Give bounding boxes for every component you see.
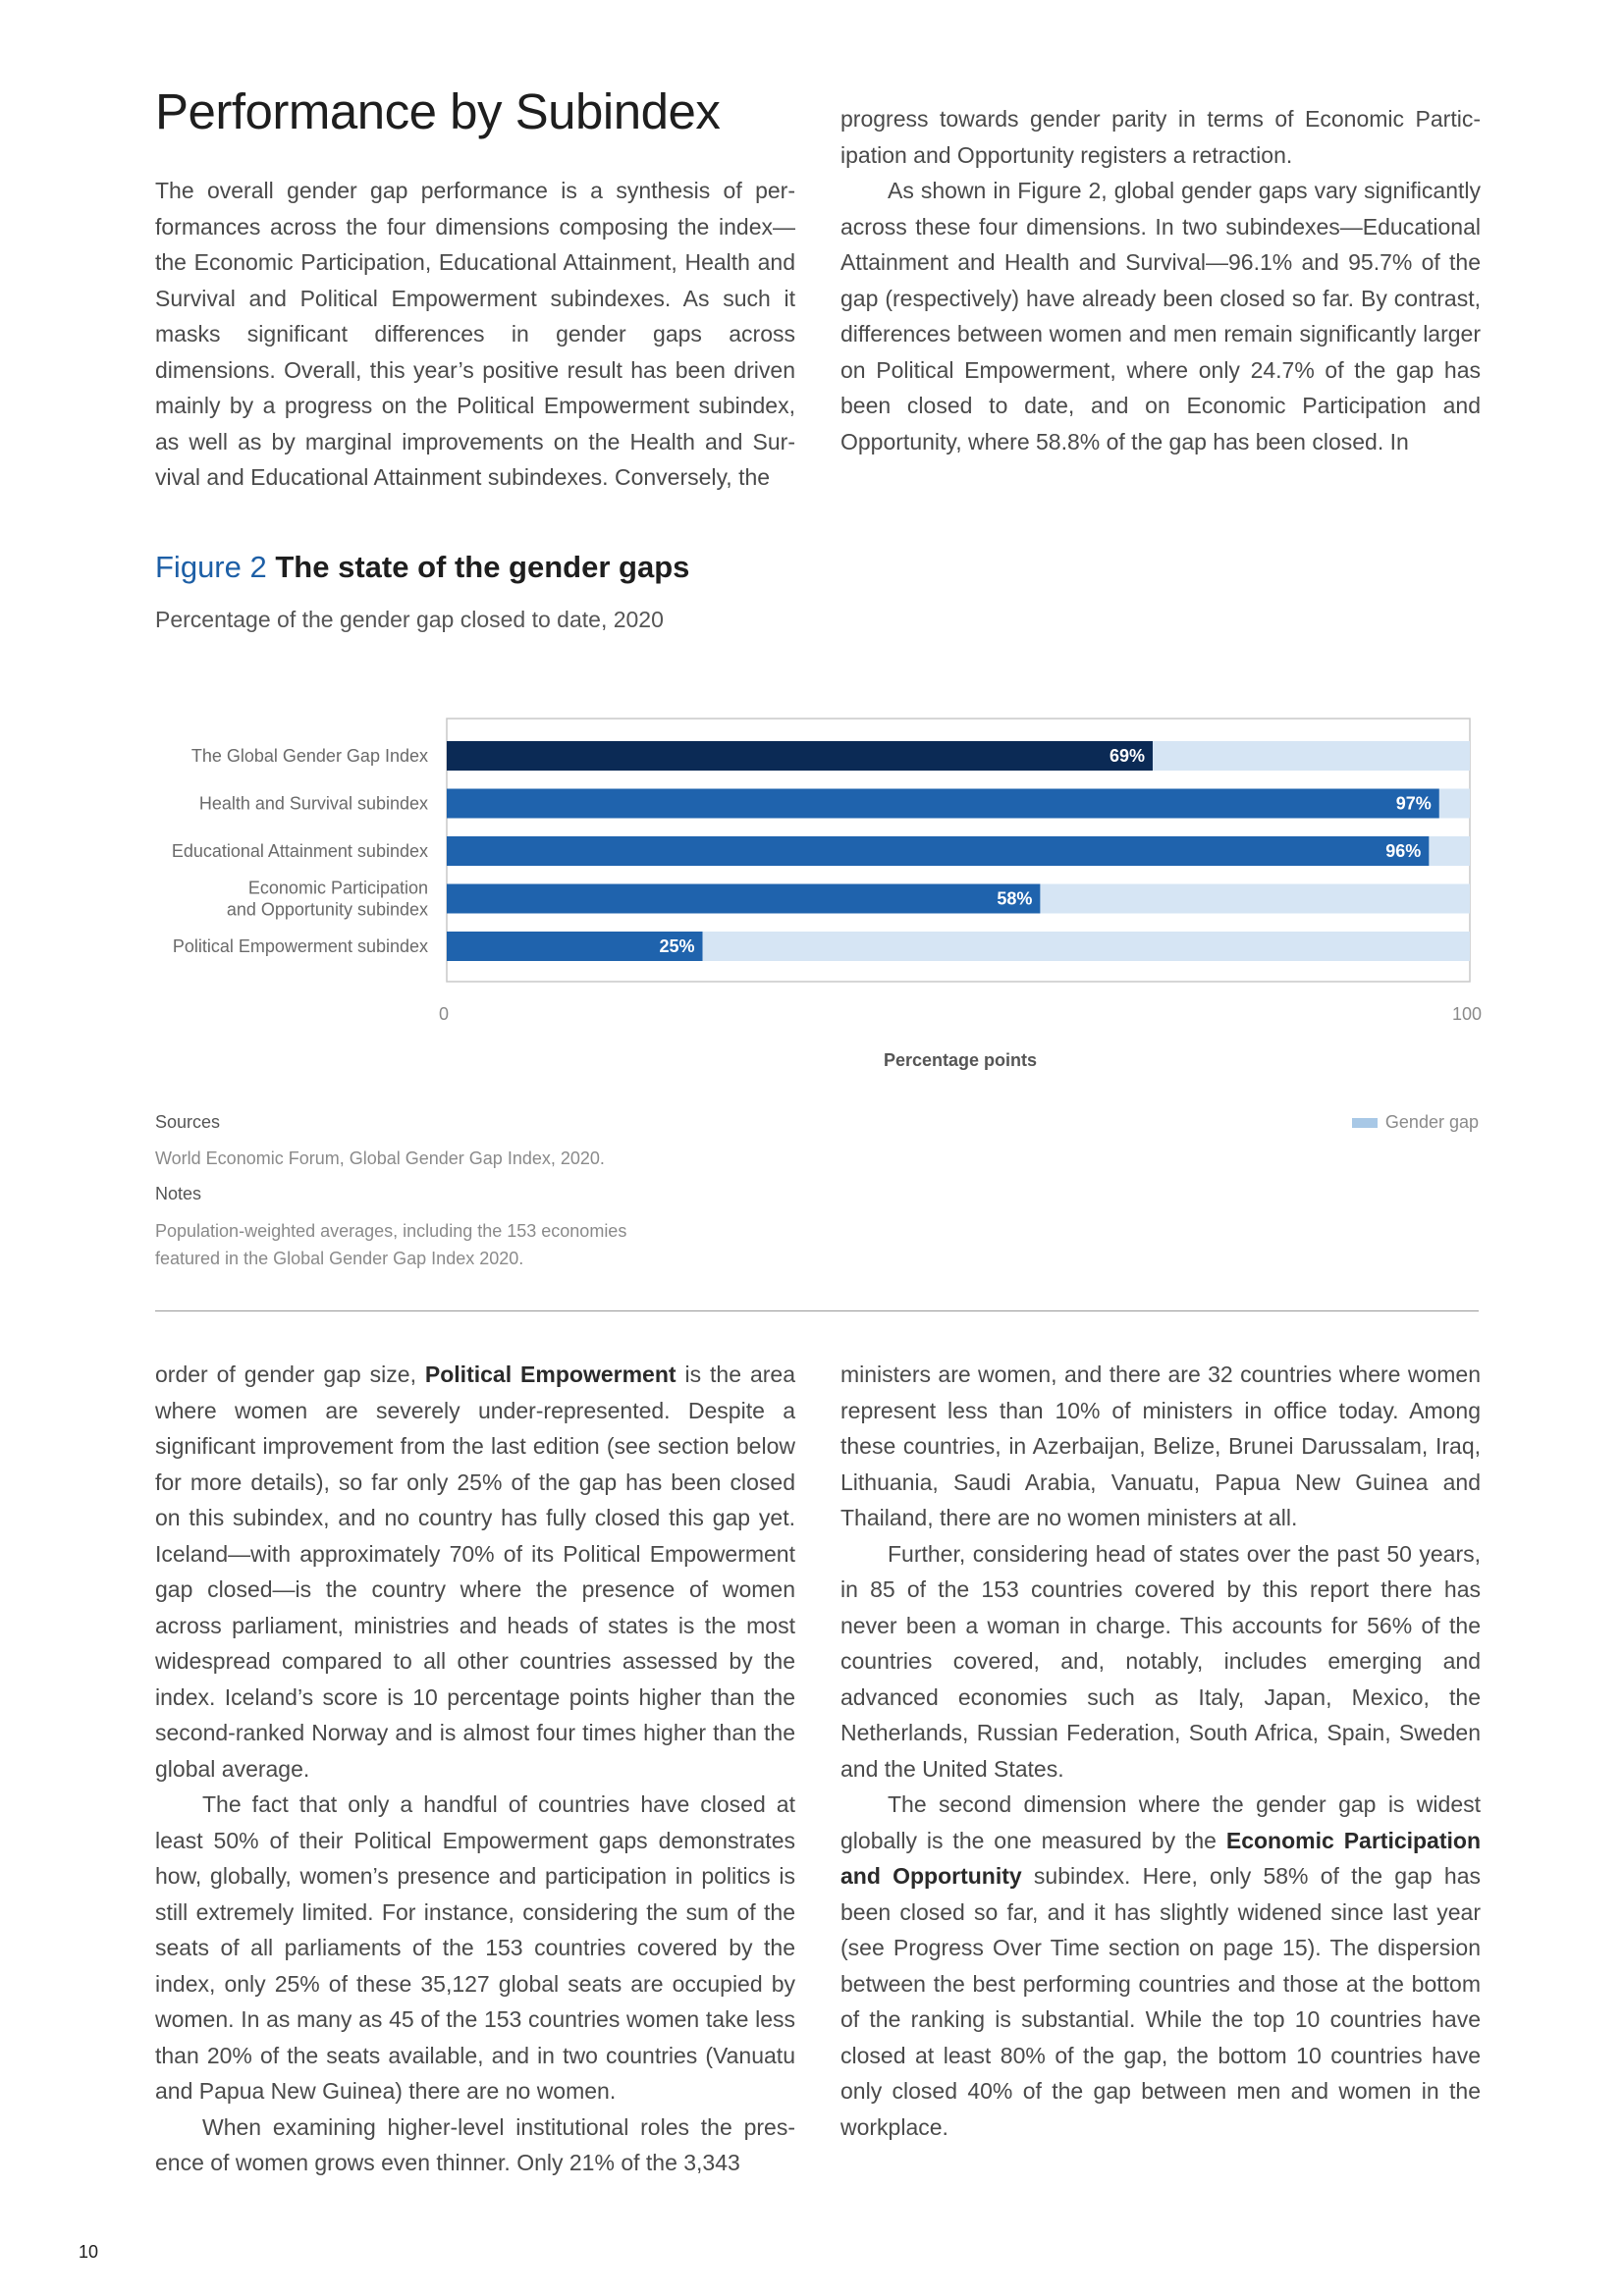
paragraph: The second dimension where the gender gap is widest globally is the one measured by the Economic Participation and Opportunity subindex. Here, only 58% of the gap has been closed so far, and it has slightly widened since last year (see Progress Over Time section on page 15). The dispersion between the best performing countries and those at the bottom of the ranking is substantial. While the top 10 countries have closed at least 80% of the gap, the bottom 10 countries have only closed 40% of the gap between men and women in the workplace.: [840, 1791, 1481, 2140]
paragraph: The overall gender gap performance is a synthesis of performances across the four dimensions composing the index—the Economic Participation, Educational Attainment, Health and Survival and Political Empowerment subindexes. As such it masks significant differences in gender gaps across dimensions. Overall, this year’s positive result has been driven mainly by a progress on the Political Empowerment subindex, as well as by marginal improvements on the Health and Survival and Educational Attainment subindexes. Conversely, the: [155, 178, 795, 490]
value-label: 96%: [1385, 841, 1422, 861]
x-tick-label: 100: [1451, 1004, 1483, 1024]
paragraph: progress towards gender parity in terms of Economic Participation and Opportunity registers a retraction.: [840, 106, 1481, 168]
x-axis-title: Percentage points: [883, 1050, 1038, 1070]
section-divider: [155, 1310, 1479, 1311]
category-label: Economic Participation: [247, 878, 428, 898]
section-heading: Performance by Subindex: [155, 83, 721, 139]
value-label: 69%: [1109, 746, 1145, 766]
value-label: 25%: [659, 936, 695, 956]
value-label: 97%: [1395, 793, 1432, 814]
legend-label: Gender gap: [1384, 1112, 1479, 1132]
lower-right-column: [840, 1357, 1481, 2145]
gender-gap-bar-chart: [0, 0, 1624, 1080]
figure-title-text: The state of the gender gaps: [275, 550, 690, 584]
paragraph: order of gender gap size, Political Empowerment is the area where women are severely under-represented. Despite a significant improvement from the last edition (see section below for more details), so far only 25% of the gap has been closed on this subindex, and no country has fully closed this gap yet. Iceland—with approximately 70% of its Political Empowerment gap closed—is the country where the presence of women across parliament, ministries and heads of states is the most widespread compared to all other countries assessed by the index. Iceland’s score is 10 percentage points higher than the second-ranked Norway and is almost four times higher than the global average.: [155, 1362, 795, 1782]
category-label: Educational Attainment subindex: [171, 841, 428, 861]
sources-heading: Sources: [155, 1112, 221, 1132]
notes-heading: Notes: [155, 1184, 202, 1203]
paragraph: Further, considering head of states over the past 50 years, in 85 of the 153 countries covered by this report there has never been a woman in charge. This accounts for 56% of the countries covered, and, notably, includes emerging and advanced economies such as Italy, Japan, Mexico, the Netherlands, Russian Federation, South Africa, Spain, Sweden and the United States.: [840, 1540, 1481, 1782]
notes-line: featured in the Global Gender Gap Index 2020.: [155, 1249, 524, 1268]
paragraph: ministers are women, and there are 32 countries where women represent less than 10% of ministers in office today. Among these countries, in Azerbaijan, Belize, Brunei Darussalam, Iraq, Lithuania, Saudi Arabia, Vanuatu, Papua New Guinea and Thailand, there are no women ministers at all.: [840, 1362, 1481, 1530]
x-tick-label: 0: [438, 1004, 450, 1024]
legend-swatch-gender-gap: [1352, 1118, 1378, 1128]
category-label: The Global Gender Gap Index: [190, 746, 428, 766]
value-bar: [447, 836, 1429, 866]
category-label: Health and Survival subindex: [198, 793, 428, 814]
page-number: 10: [79, 2242, 99, 2262]
figure-label: Figure 2: [155, 550, 267, 584]
notes-line: Population-weighted averages, including the 153 economies: [155, 1221, 627, 1241]
chart-legend: [1352, 1112, 1479, 1133]
category-label: and Opportunity subindex: [226, 899, 428, 920]
paragraph: When examining higher-level institutional roles the presence of women grows even thinner. Only 21% of the 3,343: [155, 2113, 795, 2175]
value-bar: [447, 789, 1439, 819]
lower-left-column: [155, 1357, 795, 2181]
value-bar: [447, 884, 1040, 914]
figure-subtitle: Percentage of the gender gap closed to date, 2020: [155, 607, 664, 632]
paragraph: As shown in Figure 2, global gender gaps vary significantly across these four dimensions. In two subindexes—Educational Attainment and Health and Survival—96.1% and 95.7% of the gap (respectively) have already been closed so far. By contrast, differences between women and men remain significantly larger on Political Empowerment, where only 24.7% of the gap has been closed to date, and on Economic Participation and Opportunity, where 58.8% of the gap has been closed. In: [840, 178, 1481, 454]
notes-text: [155, 1217, 764, 1272]
sources-text: World Economic Forum, Global Gender Gap Index, 2020.: [155, 1148, 605, 1168]
value-bar: [447, 741, 1153, 771]
value-label: 58%: [997, 888, 1033, 909]
category-label: Political Empowerment subindex: [172, 936, 428, 956]
paragraph: The fact that only a handful of countries have closed at least 50% of their Political Empowerment gaps demonstrates how, globally, women’s presence and participation in politics is still extremely limited. For instance, considering the sum of the seats of all parliaments of the 153 countries covered by the index, only 25% of these 35,127 global seats are occupied by women. In as many as 45 of the 153 countries women take less than 20% of the seats available, and in two countries (Vanuatu and Papua New Guinea) there are no women.: [155, 1791, 795, 2104]
